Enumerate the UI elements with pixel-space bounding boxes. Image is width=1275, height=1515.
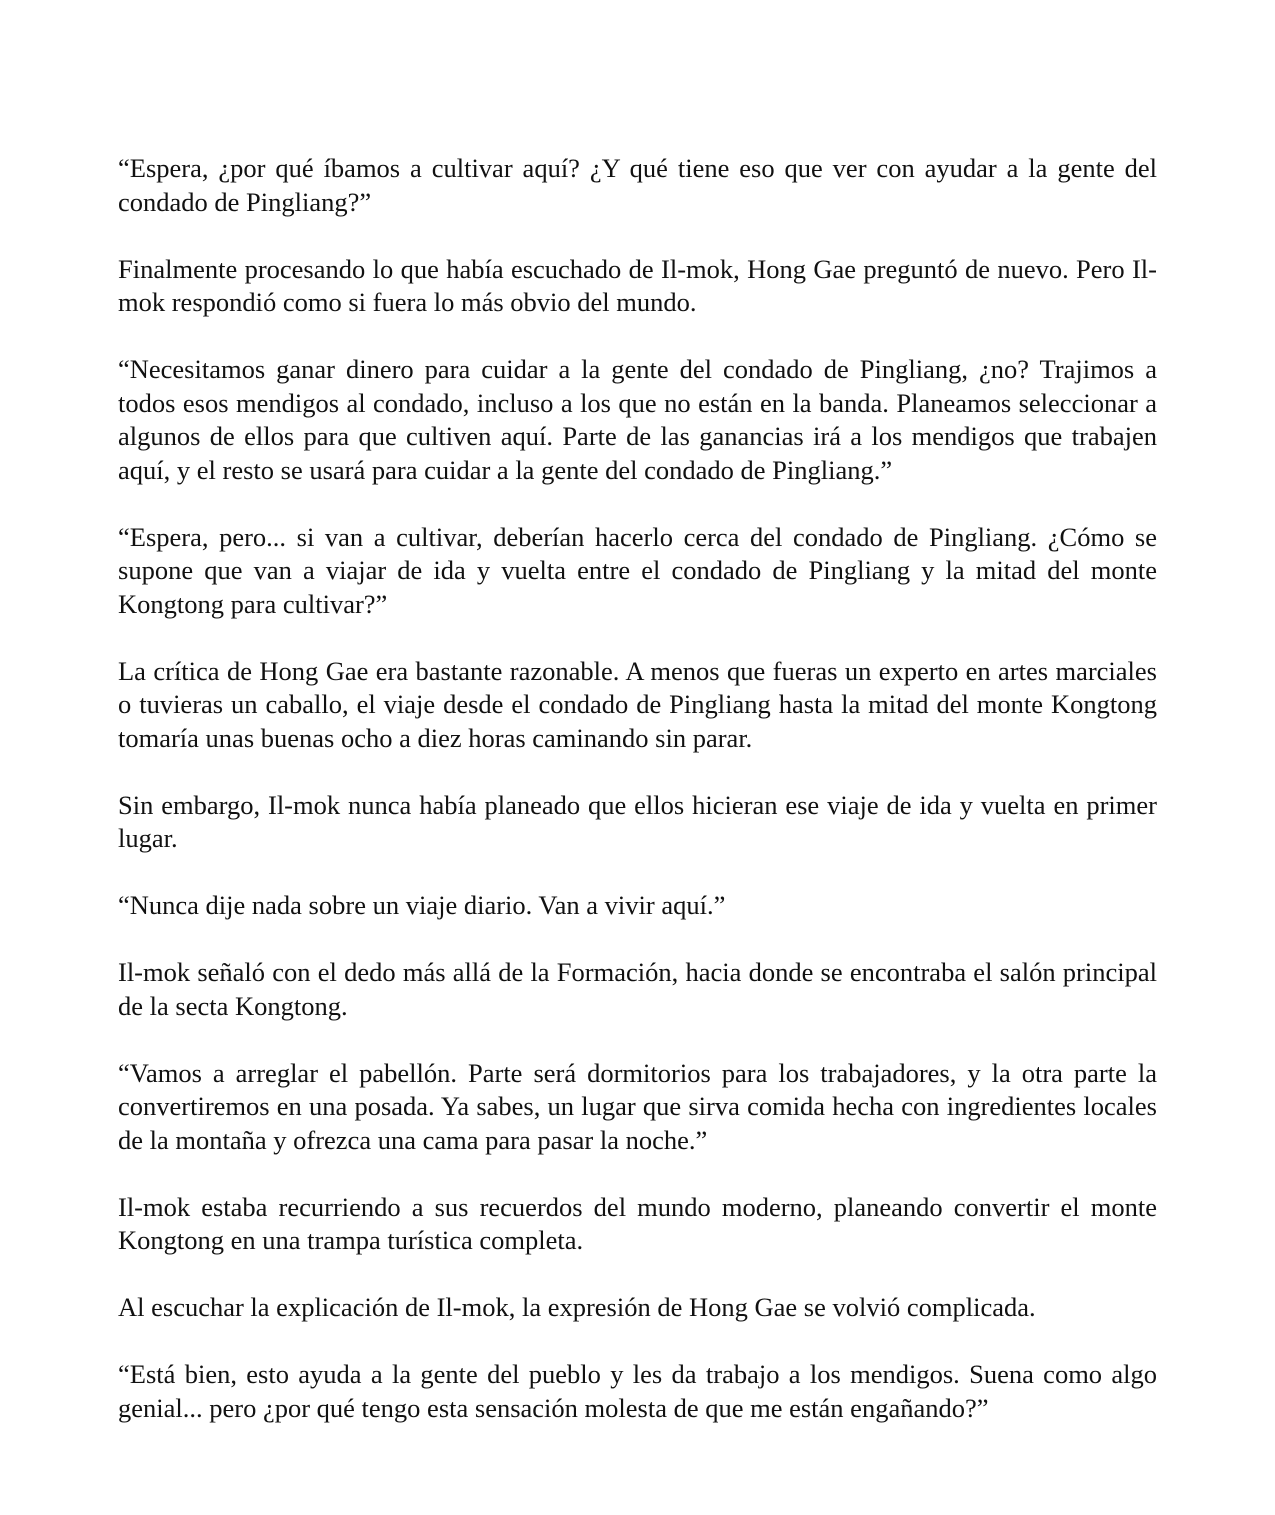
paragraph-9: “Vamos a arreglar el pabellón. Parte será dormitorios para los trabajadores, y la otra parte la convertiremos en una posada. Ya sabes, un lugar que sirva comida hecha con ingredientes locales de la montaña y ofrezca una cama para pasar la noche.” <box>118 1057 1157 1155</box>
paragraph-7: “Nunca dije nada sobre un viaje diario. Van a vivir aquí.” <box>118 890 726 920</box>
paragraph-4: “Espera, pero... si van a cultivar, deberían hacerlo cerca del condado de Pingliang. ¿Cómo se supone que van a viajar de ida y vuelta entre el condado de Pingliang y la mitad del monte Kongtong para cultivar?” <box>118 521 1157 619</box>
paragraph-8: Il-mok señaló con el dedo más allá de la Formación, hacia donde se encontraba el salón principal de la secta Kongtong. <box>118 957 1157 1021</box>
document-body <box>118 152 1157 1459</box>
paragraph-3: “Necesitamos ganar dinero para cuidar a la gente del condado de Pingliang, ¿no? Trajimos a todos esos mendigos al condado, incluso a los que no están en la banda. Planeamos seleccionar a algunos de ellos para que cultiven aquí. Parte de las ganancias irá a los mendigos que trabajen aquí, y el resto se usará para cuidar a la gente del condado de Pingliang.” <box>118 354 1157 485</box>
paragraph-10: Il-mok estaba recurriendo a sus recuerdos del mundo moderno, planeando convertir el monte Kongtong en una trampa turística completa. <box>118 1191 1157 1255</box>
paragraph-1: “Espera, ¿por qué íbamos a cultivar aquí? ¿Y qué tiene eso que ver con ayudar a la gente del condado de Pingliang?” <box>118 153 1157 217</box>
paragraph-2: Finalmente procesando lo que había escuchado de Il-mok, Hong Gae preguntó de nuevo. Pero Il-mok respondió como si fuera lo más obvio del mundo. <box>118 253 1157 317</box>
paragraph-5: La crítica de Hong Gae era bastante razonable. A menos que fueras un experto en artes marciales o tuvieras un caballo, el viaje desde el condado de Pingliang hasta la mitad del monte Kongtong tomaría unas buenas ocho a diez horas caminando sin parar. <box>118 655 1157 753</box>
paragraph-11: Al escuchar la explicación de Il-mok, la expresión de Hong Gae se volvió complicada. <box>118 1292 1036 1322</box>
paragraph-6: Sin embargo, Il-mok nunca había planeado que ellos hicieran ese viaje de ida y vuelta en primer lugar. <box>118 789 1157 853</box>
paragraph-12: “Está bien, esto ayuda a la gente del pueblo y les da trabajo a los mendigos. Suena como algo genial... pero ¿por qué tengo esta sensación molesta de que me están engañando?” <box>118 1359 1157 1423</box>
